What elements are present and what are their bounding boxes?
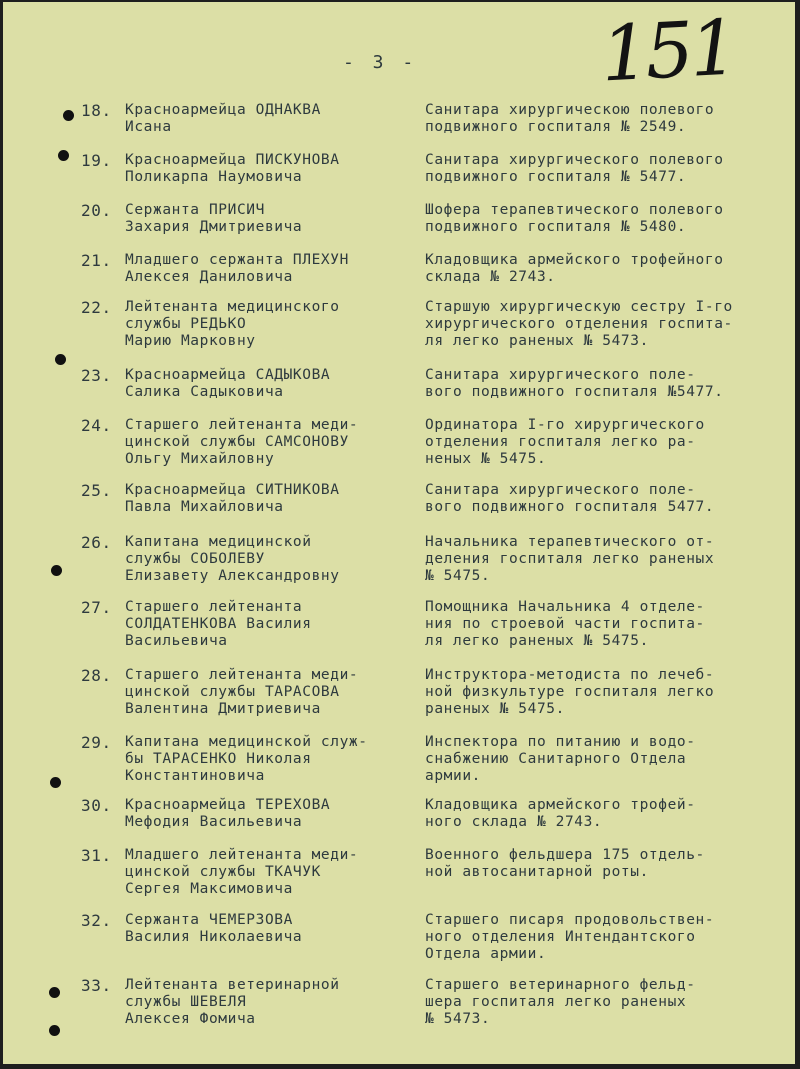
role-line: Кладовщика армейского трофей- — [425, 797, 696, 813]
entry-number: 31. — [81, 846, 112, 865]
entry-number: 21. — [81, 251, 112, 270]
role-line: ния по строевой части госпита- — [425, 616, 705, 632]
name-line: Красноармейца ПИСКУНОВА — [125, 152, 340, 168]
entry-role — [425, 482, 775, 516]
entry-number: 30. — [81, 796, 112, 815]
name-line: Красноармейца САДЫКОВА — [125, 367, 331, 383]
role-line: вого подвижного госпиталя 5477. — [425, 499, 715, 515]
role-line: ного отделения Интендантского — [425, 929, 696, 945]
name-line: Лейтенанта медицинского — [125, 299, 340, 315]
role-line: раненых № 5475. — [425, 701, 565, 717]
name-line: Салика Садыковича — [125, 384, 284, 400]
role-line: № 5473. — [425, 1011, 491, 1027]
punch-hole-icon — [49, 1025, 60, 1036]
document-page — [3, 2, 795, 1064]
name-line: Ольгу Михайловну — [125, 451, 275, 467]
role-line: армии. — [425, 768, 481, 784]
name-line: цинской службы ТАРАСОВА — [125, 684, 340, 700]
role-line: неных № 5475. — [425, 451, 547, 467]
name-line: Марию Марковну — [125, 333, 256, 349]
punch-hole-icon — [58, 150, 69, 161]
name-line: Капитана медицинской служ- — [125, 734, 368, 750]
entry-name — [125, 152, 415, 186]
name-line: Мефодия Васильевича — [125, 814, 303, 830]
entry-number: 24. — [81, 416, 112, 435]
name-line: Красноармейца ТЕРЕХОВА — [125, 797, 331, 813]
entry-name — [125, 299, 415, 350]
name-line: Валентина Дмитриевича — [125, 701, 321, 717]
entry-number: 28. — [81, 666, 112, 685]
role-line: Отдела армии. — [425, 946, 547, 962]
name-line: Старшего лейтенанта меди- — [125, 417, 359, 433]
role-line: Старшего писаря продовольствен- — [425, 912, 715, 928]
name-line: Сержанта ПРИСИЧ — [125, 202, 265, 218]
entry-name — [125, 534, 415, 585]
entry-role — [425, 202, 775, 236]
entry-name — [125, 847, 415, 898]
role-line: № 5475. — [425, 568, 491, 584]
name-line: службы РЕДЬКО — [125, 316, 247, 332]
role-line: ной автосанитарной роты. — [425, 864, 649, 880]
name-line: Капитана медицинской — [125, 534, 312, 550]
entry-role — [425, 417, 775, 468]
entry-role — [425, 797, 775, 831]
name-line: службы ШЕВЕЛЯ — [125, 994, 247, 1010]
handwritten-page-number: 151 — [598, 2, 737, 99]
name-line: Младшего сержанта ПЛЕХУН — [125, 252, 349, 268]
entry-number: 18. — [81, 101, 112, 120]
name-line: Павла Михайловича — [125, 499, 284, 515]
entry-number: 25. — [81, 481, 112, 500]
entry-role — [425, 912, 775, 963]
name-line: службы СОБОЛЕВУ — [125, 551, 265, 567]
entry-name — [125, 482, 415, 516]
name-line: цинской службы САМСОНОВУ — [125, 434, 349, 450]
name-line: Елизавету Александровну — [125, 568, 340, 584]
entry-name — [125, 367, 415, 401]
entry-number: 20. — [81, 201, 112, 220]
name-line: Сержанта ЧЕМЕРЗОВА — [125, 912, 293, 928]
name-line: Старшего лейтенанта меди- — [125, 667, 359, 683]
entry-role — [425, 667, 775, 718]
name-line: Захария Дмитриевича — [125, 219, 303, 235]
role-line: Санитара хирургического поле- — [425, 482, 696, 498]
role-line: Начальника терапевтического от- — [425, 534, 715, 550]
role-line: хирургического отделения госпита- — [425, 316, 733, 332]
entry-role — [425, 367, 775, 401]
entry-role — [425, 847, 775, 881]
role-line: Старшего ветеринарного фельд- — [425, 977, 696, 993]
entry-role — [425, 152, 775, 186]
role-line: склада № 2743. — [425, 269, 556, 285]
role-line: Инструктора-методиста по лечеб- — [425, 667, 715, 683]
role-line: Шофера терапевтического полевого — [425, 202, 724, 218]
entry-number: 22. — [81, 298, 112, 317]
role-line: Кладовщика армейского трофейного — [425, 252, 724, 268]
role-line: Санитара хирургического поле- — [425, 367, 696, 383]
name-line: Алексея Даниловича — [125, 269, 293, 285]
entry-number: 23. — [81, 366, 112, 385]
entry-name — [125, 734, 415, 785]
entry-name — [125, 102, 415, 136]
name-line: Лейтенанта ветеринарной — [125, 977, 340, 993]
role-line: шера госпиталя легко раненых — [425, 994, 687, 1010]
entry-role — [425, 599, 775, 650]
name-line: Сергея Максимовича — [125, 881, 293, 897]
name-line: Васильевича — [125, 633, 228, 649]
punch-hole-icon — [50, 777, 61, 788]
role-line: Ординатора I-го хирургического — [425, 417, 705, 433]
role-line: Инспектора по питанию и водо- — [425, 734, 696, 750]
entry-name — [125, 252, 415, 286]
name-line: Младшего лейтенанта меди- — [125, 847, 359, 863]
name-line: Исана — [125, 119, 172, 135]
name-line: цинской службы ТКАЧУК — [125, 864, 321, 880]
entry-name — [125, 667, 415, 718]
role-line: подвижного госпиталя № 5477. — [425, 169, 687, 185]
entry-role — [425, 977, 775, 1028]
name-line: Василия Николаевича — [125, 929, 303, 945]
name-line: СОЛДАТЕНКОВА Василия — [125, 616, 312, 632]
role-line: снабжению Санитарного Отдела — [425, 751, 687, 767]
role-line: ля легко раненых № 5475. — [425, 633, 649, 649]
name-line: Красноармейца ОДНАКВА — [125, 102, 321, 118]
entry-number: 27. — [81, 598, 112, 617]
punch-hole-icon — [51, 565, 62, 576]
entry-role — [425, 299, 775, 350]
entry-name — [125, 977, 415, 1028]
entry-name — [125, 417, 415, 468]
entry-number: 33. — [81, 976, 112, 995]
entry-role — [425, 102, 775, 136]
entry-number: 26. — [81, 533, 112, 552]
page-number: - 3 - — [343, 52, 418, 73]
entry-name — [125, 202, 415, 236]
punch-hole-icon — [49, 987, 60, 998]
entry-name — [125, 912, 415, 946]
punch-hole-icon — [63, 110, 74, 121]
entry-name — [125, 599, 415, 650]
name-line: Алексея Фомича — [125, 1011, 256, 1027]
name-line: Константиновича — [125, 768, 265, 784]
name-line: Старшего лейтенанта — [125, 599, 303, 615]
entry-role — [425, 534, 775, 585]
name-line: Поликарпа Наумовича — [125, 169, 303, 185]
entry-number: 29. — [81, 733, 112, 752]
entry-role — [425, 734, 775, 785]
punch-hole-icon — [55, 354, 66, 365]
role-line: Военного фельдшера 175 отдель- — [425, 847, 705, 863]
role-line: отделения госпиталя легко ра- — [425, 434, 696, 450]
role-line: ной физкультуре госпиталя легко — [425, 684, 715, 700]
role-line: вого подвижного госпиталя №5477. — [425, 384, 724, 400]
entry-number: 19. — [81, 151, 112, 170]
entry-name — [125, 797, 415, 831]
role-line: Санитара хирургического полевого — [425, 152, 724, 168]
role-line: Старшую хирургическую сестру I-го — [425, 299, 733, 315]
role-line: Санитара хирургическою полевого — [425, 102, 715, 118]
role-line: подвижного госпиталя № 5480. — [425, 219, 687, 235]
name-line: Красноармейца СИТНИКОВА — [125, 482, 340, 498]
role-line: ного склада № 2743. — [425, 814, 603, 830]
role-line: Помощника Начальника 4 отделе- — [425, 599, 705, 615]
role-line: деления госпиталя легко раненых — [425, 551, 715, 567]
entry-number: 32. — [81, 911, 112, 930]
role-line: ля легко раненых № 5473. — [425, 333, 649, 349]
entry-role — [425, 252, 775, 286]
role-line: подвижного госпиталя № 2549. — [425, 119, 687, 135]
name-line: бы ТАРАСЕНКО Николая — [125, 751, 312, 767]
